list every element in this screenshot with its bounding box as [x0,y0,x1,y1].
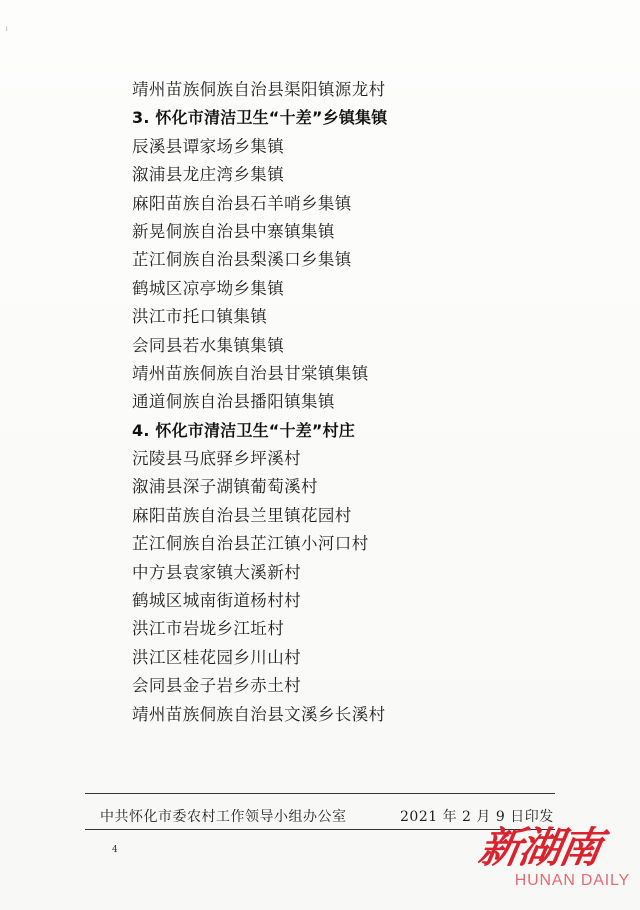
list-item: 麻阳苗族自治县兰里镇花园村 [132,505,352,525]
document-body [132,76,592,729]
list-item: 靖州苗族侗族自治县文溪乡长溪村 [132,704,386,724]
section-heading: 4. 怀化市清洁卫生“十差”村庄 [132,420,356,440]
list-item: 会同县金子岩乡赤土村 [132,676,301,696]
hunan-daily-logo [472,815,640,910]
section-heading: 3. 怀化市清洁卫生“十差”乡镇集镇 [132,108,388,128]
list-item: 溆浦县深子湖镇葡萄溪村 [132,477,318,497]
logo-english-text: HUNAN DAILY [514,872,630,889]
list-item: 芷江侗族自治县梨溪口乡集镇 [132,250,352,270]
list-item: 鹤城区凉亭坳乡集镇 [132,278,285,298]
list-item: 通道侗族自治县播阳镇集镇 [132,392,335,412]
list-item: 鹤城区城南街道杨村村 [132,591,301,611]
list-item: 靖州苗族侗族自治县渠阳镇源龙村 [132,80,386,99]
footer-issuing-office: 中共怀化市委农村工作领导小组办公室 [100,809,347,825]
list-item: 洪江区桂花园乡川山村 [132,647,301,667]
page-number: 4 [112,845,118,855]
list-item: 芷江侗族自治县芷江镇小河口村 [132,534,369,554]
list-item: 麻阳苗族自治县石羊哨乡集镇 [132,193,352,213]
list-item: 靖州苗族侗族自治县甘棠镇集镇 [132,363,369,383]
footer-top-rule [85,793,555,794]
list-item: 洪江市岩垅乡江坵村 [132,619,285,639]
footer-issue-date: 2021 年 2 月 9 日印发 [400,809,554,825]
list-item: 溆浦县龙庄湾乡集镇 [132,165,285,185]
list-item: 沅陵县马底驿乡坪溪村 [132,449,301,469]
list-item: 洪江市托口镇集镇 [132,307,268,327]
corner-mark: i [6,26,8,33]
list-item: 会同县若水集镇集镇 [132,335,285,355]
list-item: 新晃侗族自治县中寨镇集镇 [132,221,335,241]
logo-chinese-text: 新湖南 [475,823,604,872]
list-item: 辰溪县谭家场乡集镇 [132,136,285,156]
list-item: 中方县袁家镇大溪新村 [132,562,301,582]
